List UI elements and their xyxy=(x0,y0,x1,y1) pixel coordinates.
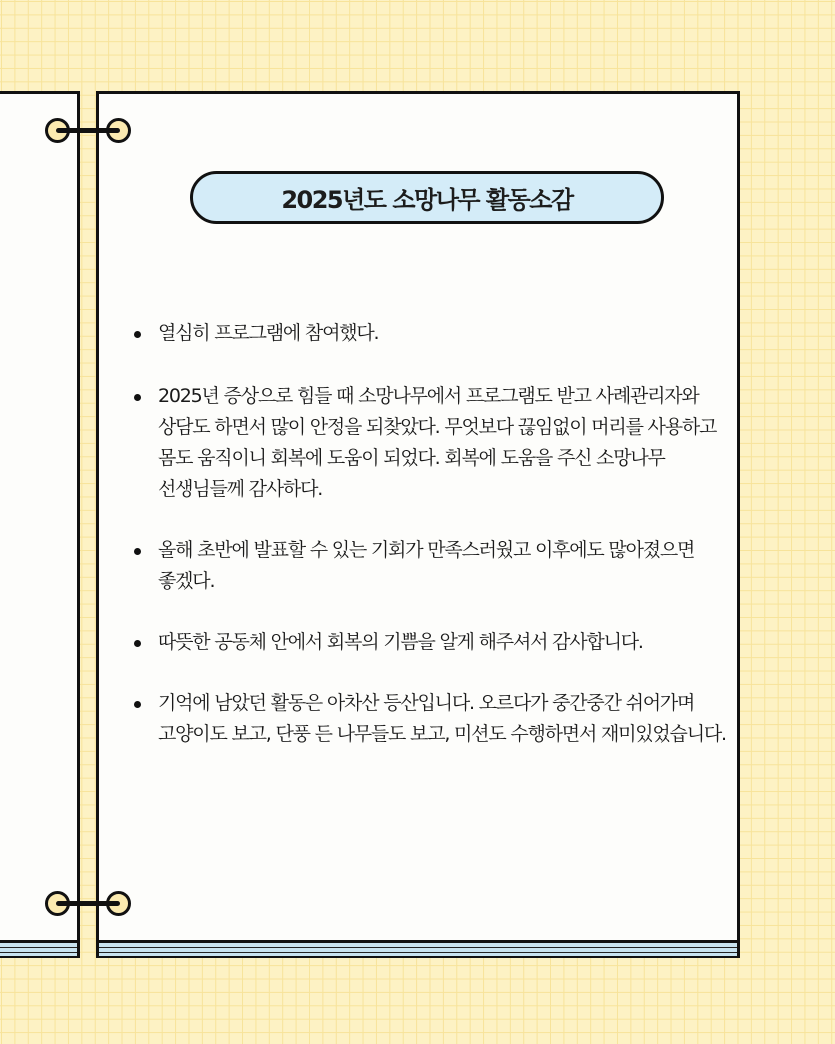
list-item: 2025년 증상으로 힘들 때 소망나무에서 프로그램도 받고 사례관리자와 상담도 하면서 많이 안정을 되찾았다. 무엇보다 끊임없이 머리를 사용하고 몸도 움직이니 회복에 도움이 되었다. 회복에 도움을 주신 소망나무 선생님들께 감사하다. xyxy=(130,381,730,505)
title-banner xyxy=(190,171,664,224)
ring-bar xyxy=(56,901,120,906)
page-title: 2025년도 소망나무 활동소감 xyxy=(281,186,573,214)
list-item: 열심히 프로그램에 참여했다. xyxy=(130,318,730,349)
list-item: 따뜻한 공동체 안에서 회복의 기쁨을 알게 해주셔서 감사합니다. xyxy=(130,627,730,658)
binder-ring-top-icon xyxy=(45,118,131,144)
right-page-stack-edges xyxy=(96,940,740,958)
left-page xyxy=(0,91,80,958)
list-item: 기억에 남았던 활동은 아차산 등산입니다. 오르다가 중간중간 쉬어가며 고양이도 보고, 단풍 든 나무들도 보고, 미션도 수행하면서 재미있었습니다. xyxy=(130,688,730,750)
left-page-stack-edges xyxy=(0,940,80,958)
binder-ring-bottom-icon xyxy=(45,891,131,917)
reflection-list xyxy=(130,318,730,780)
left-page-sheet xyxy=(0,91,80,943)
list-item: 올해 초반에 발표할 수 있는 기회가 만족스러웠고 이후에도 많아졌으면 좋겠다. xyxy=(130,535,730,597)
ring-bar xyxy=(56,128,120,133)
